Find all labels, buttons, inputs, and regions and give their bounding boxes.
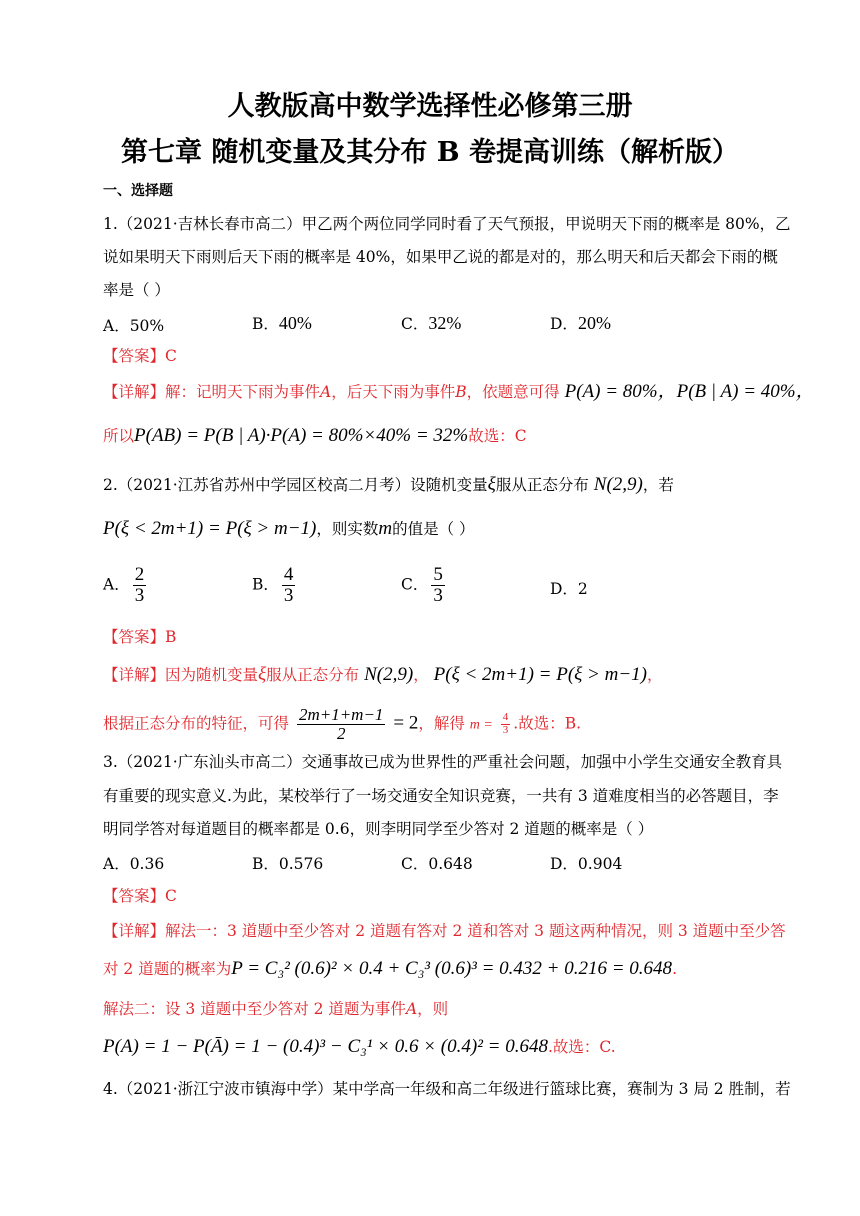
page-title: 人教版高中数学选择性必修第三册 <box>227 91 633 122</box>
q2-distribution: N(2,9) <box>593 474 643 495</box>
q1-line1: 1.（2021·吉林长春市高二）甲乙两个两位同学同时看了天气预报，甲说明天下雨的概率是 80%，乙 <box>103 215 791 233</box>
q2-option-c: C． $\frac{5}{3}$ <box>401 564 443 606</box>
q2-detail-line1: 【详解】因为随机变量ξ服从正态分布 N(2,9)， P(ξ < 2m+1) = P(ξ > m−1)， <box>103 664 663 685</box>
q3-answer: 【答案】C <box>103 887 177 905</box>
q1-line2: 说如果明天下雨则后天下雨的概率是 40%，如果甲乙说的都是对的，那么明天和后天都会下雨的概 <box>103 248 778 266</box>
q1-equation-2: P(AB) = P(B | A)·P(A) = 80%×40% = 32% <box>134 425 469 446</box>
q3-detail-line2: 对 2 道题的概率为P = C₃² (0.6)² × 0.4 + C₃³ (0.6)³ = 0.432 + 0.216 = 0.648. <box>103 958 677 979</box>
q2-equation: P(ξ < 2m+1) = P(ξ > m−1) <box>103 518 317 539</box>
q3-detail-line3: 解法二：设 3 道题中至少答对 2 道题为事件A，则 <box>103 1000 449 1018</box>
q3-option-b: B．0.576 <box>252 855 324 873</box>
q3-option-c: C．0.648 <box>401 855 473 873</box>
q2-option-d: D．2 <box>550 580 588 598</box>
q1-detail-line2: 所以P(AB) = P(B | A)·P(A) = 80%×40% = 32%故选：C <box>103 425 527 446</box>
q1-line3: 率是（ ） <box>103 281 170 299</box>
q3-option-d: D．0.904 <box>550 855 623 873</box>
section-heading: 一、选择题 <box>103 183 173 199</box>
q2-line1: 2.（2021·江苏省苏州中学园区校高二月考）设随机变量ξ服从正态分布 N(2,9)，若 <box>103 474 674 495</box>
q2-detail-line2: 根据正态分布的特征，可得 $\frac{2m+1+m-1}{2}$ = 2，解得 m = $\frac{4}{3}$ .故选：B. <box>103 705 582 743</box>
q1-option-a: A．50% <box>103 317 165 335</box>
q1-option-c: C．32% <box>401 313 462 333</box>
q3-option-a: A．0.36 <box>103 855 165 873</box>
q3-detail-line4: P(A) = 1 − P(Ā) = 1 − (0.4)³ − C₃¹ × 0.6 × (0.4)² = 0.648.故选：C. <box>103 1036 616 1057</box>
q2-option-a: A． $\frac{2}{3}$ <box>103 564 145 606</box>
q3-detail-line1: 【详解】解法一：3 道题中至少答对 2 道题有答对 2 道和答对 3 题这两种情况，则 3 道题中至少答 <box>103 922 786 940</box>
q1-option-b: B．40% <box>252 313 312 333</box>
q2-option-b: B． $\frac{4}{3}$ <box>252 564 294 606</box>
q1-equation-1: P(A) = 80%，P(B | A) = 40%， <box>564 381 815 402</box>
page-subtitle: 第七章 随机变量及其分布 B 卷提高训练（解析版） <box>120 137 740 168</box>
q3-line2: 有重要的现实意义.为此，某校举行了一场交通安全知识竞赛，一共有 3 道难度相当的必答题目，李 <box>103 787 779 805</box>
q3-equation-1: P = C₃² (0.6)² × 0.4 + C₃³ (0.6)³ = 0.432 + 0.216 = 0.648 <box>231 958 673 979</box>
q2-line2: P(ξ < 2m+1) = P(ξ > m−1)，则实数m的值是（ ） <box>103 518 475 539</box>
q3-equation-2: P(A) = 1 − P(Ā) = 1 − (0.4)³ − C₃¹ × 0.6 × (0.4)² = 0.648 <box>103 1036 548 1057</box>
q3-line3: 明同学答对每道题目的概率都是 0.6，则李明同学至少答对 2 道题的概率是（ ） <box>103 820 654 838</box>
q1-option-d: D．20% <box>550 313 611 333</box>
q1-detail-line1: 【详解】解：记明天下雨为事件A，后天下雨为事件B，依题意可得 P(A) = 80%，P(B | A) = 40%， <box>103 381 815 402</box>
q4-line1: 4.（2021·浙江宁波市镇海中学）某中学高一年级和高二年级进行篮球比赛，赛制为 3 局 2 胜制，若 <box>103 1080 791 1098</box>
q3-line1: 3.（2021·广东汕头市高二）交通事故已成为世界性的严重社会问题，加强中小学生交通安全教育具 <box>103 753 783 771</box>
q2-answer: 【答案】B <box>103 628 177 646</box>
q1-answer: 【答案】C <box>103 347 177 365</box>
